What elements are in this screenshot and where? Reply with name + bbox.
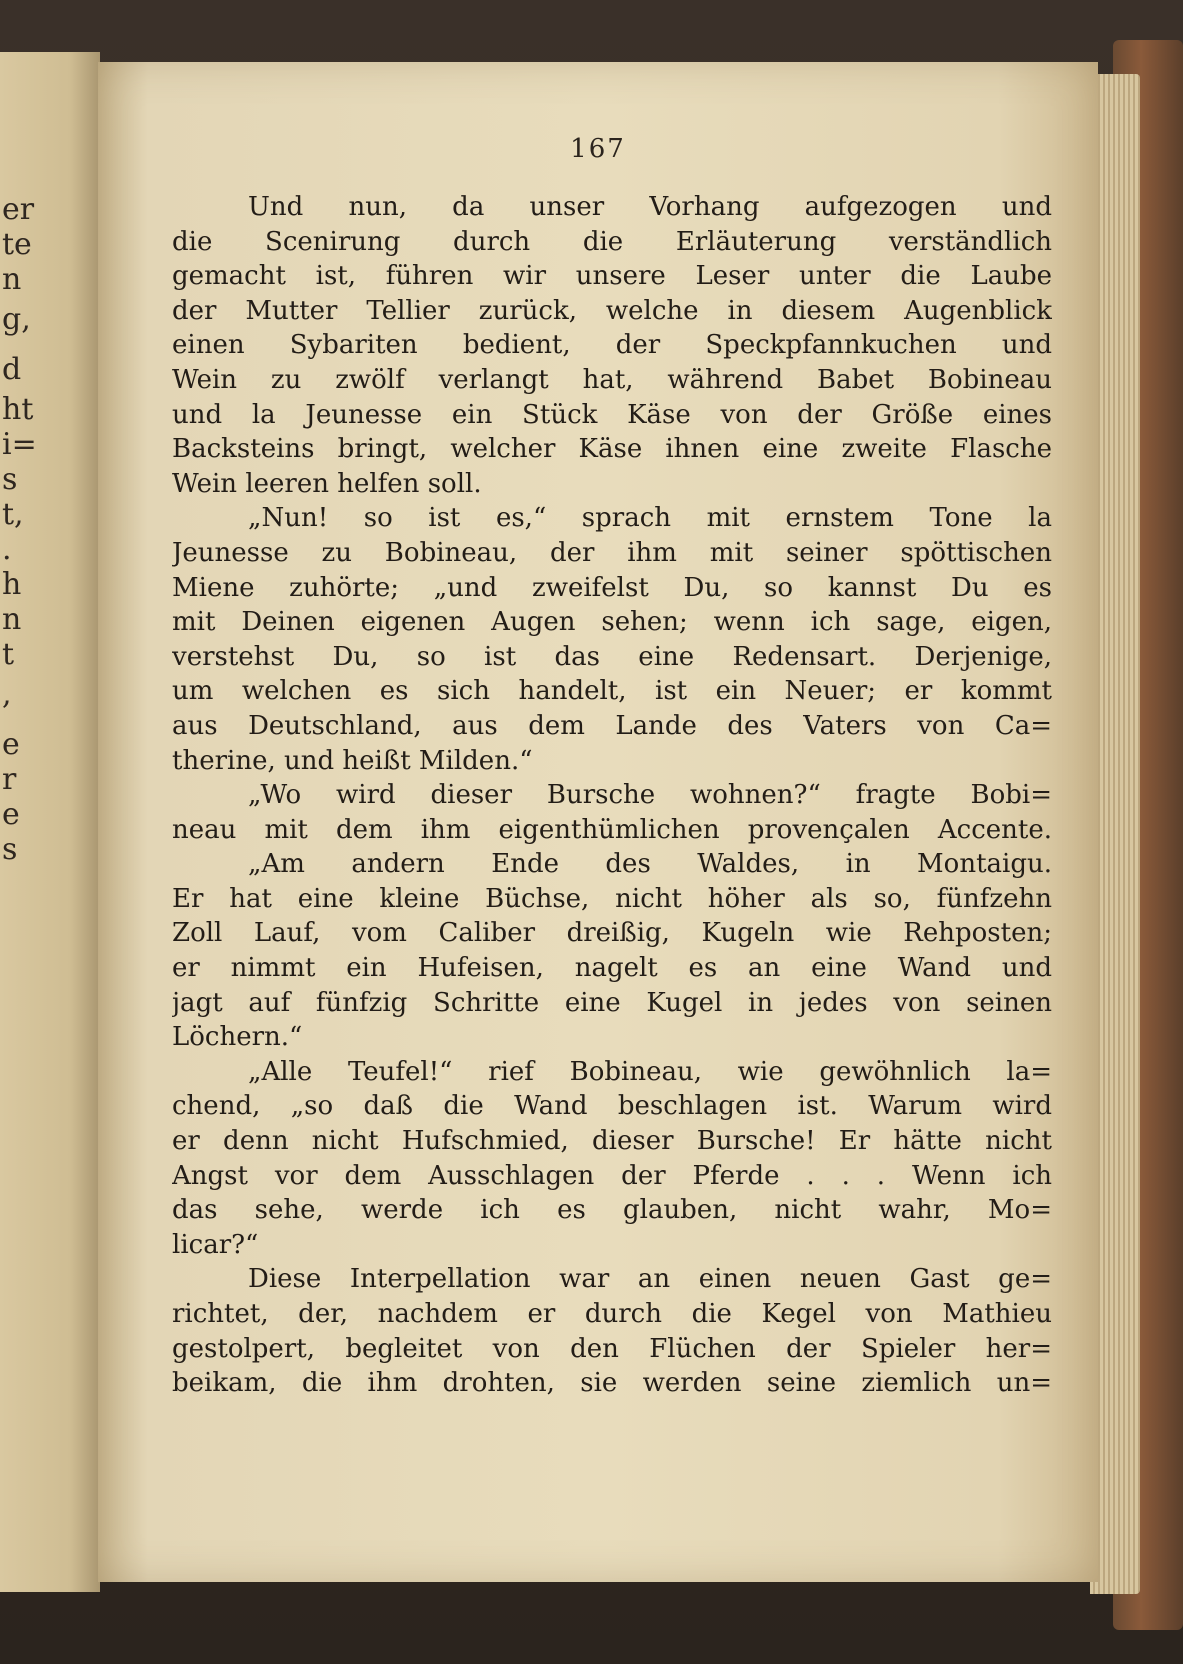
previous-page-fragment: h (2, 567, 22, 602)
text-line: er denn nicht Hufschmied, dieser Bursche! Er hätte nicht (172, 1126, 1052, 1157)
text-line: Diese Interpellation war an einen neuen Gast ge= (248, 1264, 1052, 1295)
text-line: „Nun! so ist es,“ sprach mit ernstem Tone la (248, 503, 1052, 534)
text-line: Und nun, da unser Vorhang aufgezogen und (248, 192, 1052, 222)
text-line: „Alle Teufel!“ rief Bobineau, wie gewöhnlich la= (248, 1056, 1052, 1087)
text-line: der Mutter Tellier zurück, welche in diesem Augenblick (172, 295, 1052, 326)
previous-page-fragment: t, (2, 497, 24, 532)
text-line: „Am andern Ende des Waldes, in Montaigu. (248, 849, 1052, 880)
text-line: Zoll Lauf, vom Caliber dreißig, Kugeln wie Rehposten; (172, 918, 1052, 949)
text-line: Jeunesse zu Bobineau, der ihm mit seiner spöttischen (172, 537, 1052, 568)
previous-page-fragment: s (2, 462, 18, 497)
text-line: Miene zuhörte; „und zweifelst Du, so kannst Du es (172, 572, 1052, 603)
text-line: verstehst Du, so ist das eine Redensart. Derjenige, (172, 641, 1052, 672)
text-line: einen Sybariten bedient, der Speckpfannkuchen und (172, 330, 1052, 361)
text-line: Wein leeren helfen soll. (172, 468, 482, 499)
previous-page-fragment: te (2, 227, 32, 262)
text-line: „Wo wird dieser Bursche wohnen?“ fragte Bobi= (248, 780, 1052, 811)
text-line: Wein zu zwölf verlangt hat, während Babet Bobineau (172, 364, 1052, 395)
body-text (172, 190, 1052, 1401)
text-line: um welchen es sich handelt, ist ein Neuer; er kommt (172, 676, 1052, 707)
previous-page-fragment: e (2, 797, 20, 832)
previous-page-fragment: ht (2, 392, 34, 427)
text-line: Löchern.“ (172, 1022, 303, 1053)
text-line: Angst vor dem Ausschlagen der Pferde . . . Wenn ich (172, 1160, 1052, 1191)
text-line: aus Deutschland, aus dem Lande des Vaters von Ca= (172, 710, 1052, 741)
previous-page-fragment: i= (2, 427, 37, 462)
text-line: chend, „so daß die Wand beschlagen ist. Warum wird (172, 1091, 1052, 1122)
previous-page-fragment: , (2, 677, 12, 712)
text-line: Er hat eine kleine Büchse, nicht höher als so, fünfzehn (172, 883, 1052, 914)
text-line: mit Deinen eigenen Augen sehen; wenn ich sage, eigen, (172, 607, 1052, 638)
previous-page-fragment: er (2, 192, 35, 227)
previous-page-fragment: n (2, 262, 22, 297)
text-line: beikam, die ihm drohten, sie werden seine ziemlich un= (172, 1368, 1052, 1399)
previous-page-fragment: d (2, 352, 22, 387)
page-number: 167 (570, 134, 626, 164)
text-line: gestolpert, begleitet von den Flüchen der Spieler her= (172, 1333, 1052, 1364)
text-line: licar?“ (172, 1229, 259, 1260)
previous-page-edge (0, 52, 100, 1592)
previous-page-fragment: r (2, 762, 17, 797)
text-line: therine, und heißt Milden.“ (172, 745, 533, 776)
previous-page-fragment: e (2, 727, 20, 762)
previous-page-fragment: g, (2, 302, 31, 337)
text-line: neau mit dem ihm eigenthümlichen provençalen Accente. (172, 814, 1052, 845)
previous-page-fragment: s (2, 832, 18, 867)
text-line: das sehe, werde ich es glauben, nicht wahr, Mo= (172, 1195, 1052, 1226)
text-line: er nimmt ein Hufeisen, nagelt es an eine Wand und (172, 953, 1052, 984)
text-line: richtet, der, nachdem er durch die Kegel von Mathieu (172, 1299, 1052, 1329)
text-line: Backsteins bringt, welcher Käse ihnen eine zweite Flasche (172, 434, 1052, 465)
previous-page-fragment: t (2, 637, 15, 672)
text-line: und la Jeunesse ein Stück Käse von der Größe eines (172, 399, 1052, 430)
text-line: gemacht ist, führen wir unsere Leser unter die Laube (172, 261, 1052, 292)
previous-page-fragment: n (2, 602, 22, 637)
book-page (98, 62, 1098, 1582)
text-line: die Scenirung durch die Erläuterung verständlich (172, 226, 1052, 257)
text-line: jagt auf fünfzig Schritte eine Kugel in jedes von seinen (172, 987, 1052, 1018)
previous-page-fragment: . (2, 532, 12, 567)
